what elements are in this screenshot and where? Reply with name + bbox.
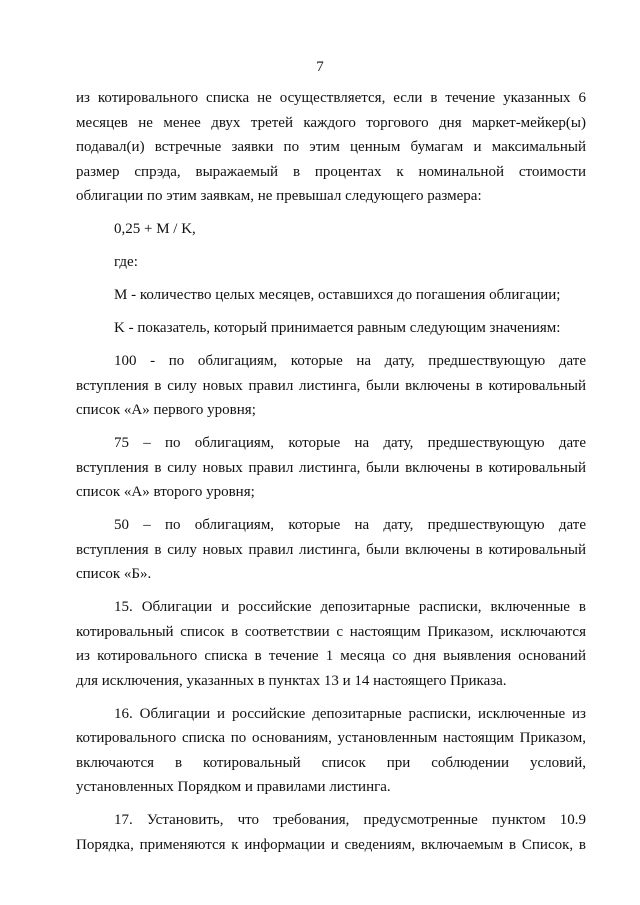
paragraph-gap (76, 505, 586, 514)
text-line: 50 – по облигациям, которые на дату, предшествующую дате (114, 517, 586, 533)
text-line: 75 – по облигациям, которые на дату, предшествующую дате (114, 435, 586, 451)
text-line: список «Б». (76, 566, 152, 582)
text-line: 16. Облигации и российские депозитарные расписки, исключенные из (114, 705, 586, 722)
text-line: список «А» первого уровня; (76, 402, 256, 418)
text-line: подавал(и) встречные заявки по этим ценным бумагам и максимальный (76, 139, 586, 155)
text-line: Порядка, применяются к информации и сведениям, включаемым в Список, в (76, 836, 586, 853)
text-line: для исключения, указанных в пунктах 13 и 14 настоящего Приказа. (76, 672, 507, 689)
text-line: месяцев не менее двух третей каждого торгового дня маркет-мейкер(ы) (76, 114, 586, 131)
paragraph-gap (76, 423, 586, 432)
text-line: котировальный список в соответствии с настоящим Приказом, исключаются (76, 623, 586, 640)
text-line: вступления в силу новых правил листинга, были включены в котировальный (76, 541, 586, 558)
text-line: 0,25 + M / K, (114, 221, 196, 237)
text-line: котировального списка по основаниям, установленным настоящим Приказом, (76, 730, 586, 746)
paragraph-gap (76, 242, 586, 251)
text-line: облигации по этим заявкам, не превышал следующего размера: (76, 188, 482, 204)
text-line: включаются в котировальный список при соблюдении условий, (76, 754, 586, 771)
paragraph-gap (76, 587, 586, 596)
paragraph-gap (76, 209, 586, 218)
text-line: где: (114, 254, 138, 270)
paragraph-gap (76, 341, 586, 350)
paragraph-gap (76, 693, 586, 702)
text-line: список «А» второго уровня; (76, 484, 255, 500)
text-line: размер спрэда, выражаемый в процентах к номинальной стоимости (76, 163, 586, 180)
text-line: из котировального списка в течение 1 месяца со дня выявления оснований (76, 648, 586, 664)
text-line: 100 - по облигациям, которые на дату, предшествующую дате (114, 353, 586, 369)
text-line: вступления в силу новых правил листинга, были включены в котировальный (76, 459, 586, 476)
text-line: установленных Порядком и правилами листинга. (76, 779, 391, 795)
text-line: 15. Облигации и российские депозитарные расписки, включенные в (114, 599, 586, 615)
text-line: M - количество целых месяцев, оставшихся до погашения облигации; (114, 287, 561, 303)
paragraph-gap (76, 800, 586, 809)
text-line: из котировального списка не осуществляется, если в течение указанных 6 (76, 90, 586, 106)
paragraph-gap (76, 308, 586, 317)
text-line: вступления в силу новых правил листинга, были включены в котировальный (76, 377, 586, 394)
document-body (76, 86, 586, 857)
text-line: 17. Установить, что требования, предусмотренные пунктом 10.9 (114, 812, 586, 828)
paragraph-gap (76, 275, 586, 284)
page-number: 7 (316, 59, 324, 75)
text-line: K - показатель, который принимается равным следующим значениям: (114, 320, 561, 336)
